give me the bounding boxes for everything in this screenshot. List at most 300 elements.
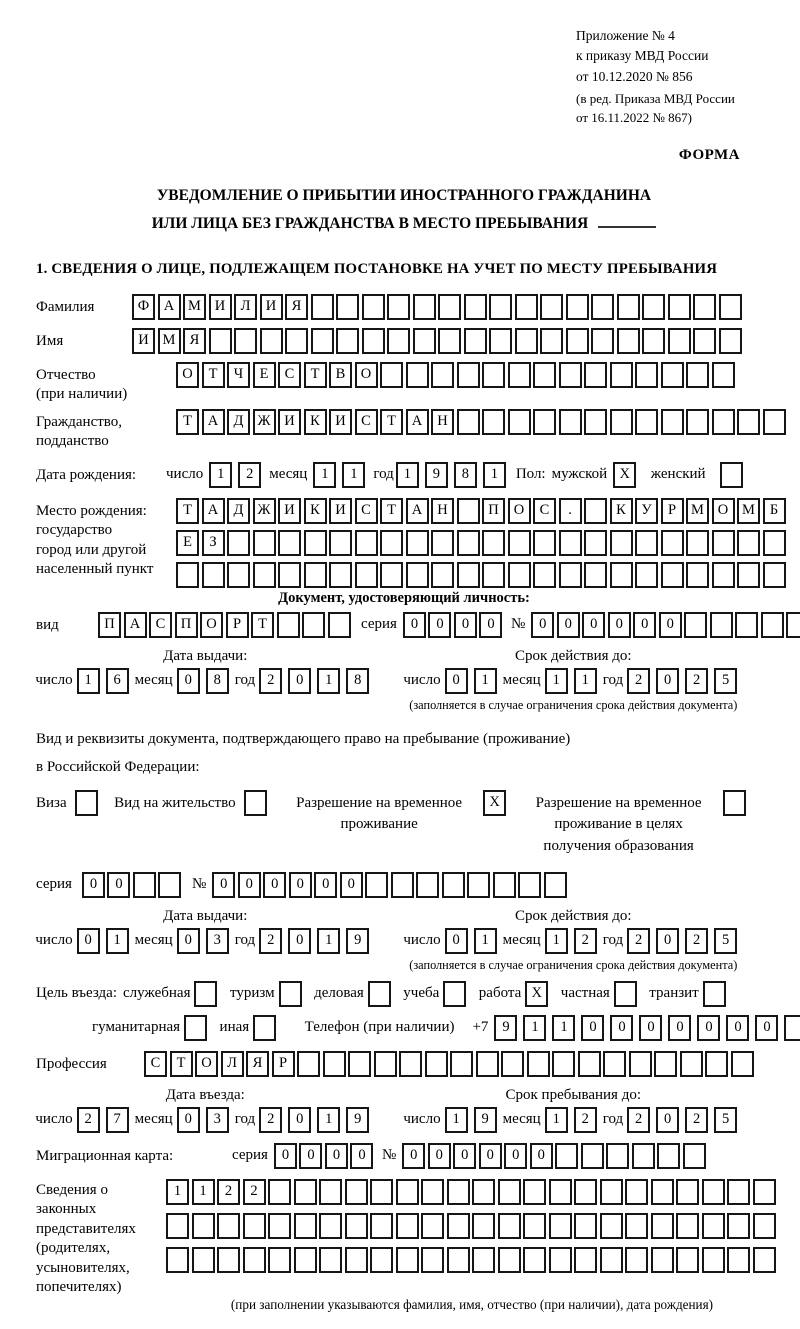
char-cell[interactable] xyxy=(702,1247,725,1273)
char-cell[interactable] xyxy=(472,1213,495,1239)
char-cell[interactable]: К xyxy=(304,498,327,524)
char-cell[interactable] xyxy=(629,1051,652,1077)
char-cell[interactable]: 2 xyxy=(574,928,597,954)
char-cell[interactable] xyxy=(243,1213,266,1239)
char-cell[interactable]: 0 xyxy=(402,1143,425,1169)
char-cell[interactable] xyxy=(311,328,334,354)
char-cell[interactable] xyxy=(202,562,225,588)
char-cell[interactable]: А xyxy=(406,498,429,524)
char-cell[interactable] xyxy=(584,562,607,588)
char-cell[interactable] xyxy=(391,872,414,898)
char-cell[interactable]: 1 xyxy=(166,1179,189,1205)
char-cell[interactable] xyxy=(661,409,684,435)
char-cell[interactable] xyxy=(606,1143,629,1169)
char-cell[interactable]: 6 xyxy=(106,668,129,694)
char-cell[interactable] xyxy=(244,790,267,816)
char-cell[interactable] xyxy=(362,294,385,320)
char-cell[interactable] xyxy=(323,1051,346,1077)
char-cell[interactable] xyxy=(413,328,436,354)
char-cell[interactable]: 9 xyxy=(346,1107,369,1133)
char-cell[interactable]: Н xyxy=(431,498,454,524)
char-cell[interactable]: 5 xyxy=(714,1107,737,1133)
char-cell[interactable]: О xyxy=(712,498,735,524)
char-cell[interactable] xyxy=(518,872,541,898)
char-cell[interactable] xyxy=(705,1051,728,1077)
char-cell[interactable]: 8 xyxy=(206,668,229,694)
char-cell[interactable] xyxy=(176,562,199,588)
char-cell[interactable] xyxy=(319,1213,342,1239)
char-cell[interactable] xyxy=(133,872,156,898)
char-cell[interactable]: Я xyxy=(285,294,308,320)
char-cell[interactable] xyxy=(523,1179,546,1205)
char-cell[interactable] xyxy=(635,562,658,588)
char-cell[interactable] xyxy=(737,562,760,588)
char-cell[interactable]: 0 xyxy=(608,612,631,638)
char-cell[interactable] xyxy=(617,328,640,354)
char-cell[interactable] xyxy=(278,530,301,556)
char-cell[interactable]: 0 xyxy=(453,1143,476,1169)
char-cell[interactable] xyxy=(614,981,637,1007)
char-cell[interactable] xyxy=(476,1051,499,1077)
char-cell[interactable] xyxy=(268,1247,291,1273)
char-cell[interactable] xyxy=(227,562,250,588)
char-cell[interactable] xyxy=(294,1179,317,1205)
char-cell[interactable] xyxy=(243,1247,266,1273)
char-cell[interactable] xyxy=(304,562,327,588)
char-cell[interactable]: 5 xyxy=(714,928,737,954)
char-cell[interactable] xyxy=(693,294,716,320)
char-cell[interactable] xyxy=(406,362,429,388)
char-cell[interactable] xyxy=(268,1213,291,1239)
char-cell[interactable] xyxy=(457,498,480,524)
char-cell[interactable]: С xyxy=(278,362,301,388)
char-cell[interactable] xyxy=(661,562,684,588)
char-cell[interactable]: С xyxy=(144,1051,167,1077)
char-cell[interactable]: И xyxy=(278,498,301,524)
char-cell[interactable] xyxy=(731,1051,754,1077)
char-cell[interactable] xyxy=(642,328,665,354)
char-cell[interactable]: 1 xyxy=(106,928,129,954)
char-cell[interactable] xyxy=(319,1179,342,1205)
char-cell[interactable] xyxy=(362,328,385,354)
char-cell[interactable] xyxy=(431,562,454,588)
char-cell[interactable]: Н xyxy=(431,409,454,435)
char-cell[interactable] xyxy=(302,612,325,638)
char-cell[interactable] xyxy=(591,328,614,354)
char-cell[interactable] xyxy=(549,1179,572,1205)
char-cell[interactable]: X xyxy=(483,790,506,816)
char-cell[interactable]: 2 xyxy=(627,1107,650,1133)
char-cell[interactable] xyxy=(584,530,607,556)
char-cell[interactable]: 0 xyxy=(755,1015,778,1041)
char-cell[interactable] xyxy=(710,612,733,638)
char-cell[interactable]: 0 xyxy=(656,668,679,694)
char-cell[interactable] xyxy=(425,1051,448,1077)
char-cell[interactable] xyxy=(600,1179,623,1205)
char-cell[interactable]: 0 xyxy=(325,1143,348,1169)
char-cell[interactable] xyxy=(447,1179,470,1205)
char-cell[interactable]: Т xyxy=(380,409,403,435)
char-cell[interactable] xyxy=(472,1247,495,1273)
char-cell[interactable] xyxy=(603,1051,626,1077)
char-cell[interactable]: К xyxy=(610,498,633,524)
char-cell[interactable]: 7 xyxy=(106,1107,129,1133)
char-cell[interactable]: 0 xyxy=(445,668,468,694)
char-cell[interactable] xyxy=(489,294,512,320)
char-cell[interactable] xyxy=(493,872,516,898)
char-cell[interactable] xyxy=(559,362,582,388)
char-cell[interactable] xyxy=(533,562,556,588)
char-cell[interactable]: Е xyxy=(176,530,199,556)
char-cell[interactable]: 1 xyxy=(342,462,365,488)
char-cell[interactable]: О xyxy=(355,362,378,388)
char-cell[interactable] xyxy=(184,1015,207,1041)
char-cell[interactable] xyxy=(442,872,465,898)
char-cell[interactable] xyxy=(345,1179,368,1205)
char-cell[interactable] xyxy=(600,1247,623,1273)
char-cell[interactable] xyxy=(712,530,735,556)
char-cell[interactable] xyxy=(253,530,276,556)
char-cell[interactable] xyxy=(680,1051,703,1077)
char-cell[interactable]: О xyxy=(176,362,199,388)
char-cell[interactable]: 5 xyxy=(714,668,737,694)
char-cell[interactable] xyxy=(421,1247,444,1273)
char-cell[interactable] xyxy=(304,530,327,556)
char-cell[interactable] xyxy=(319,1247,342,1273)
char-cell[interactable] xyxy=(498,1179,521,1205)
char-cell[interactable]: 0 xyxy=(350,1143,373,1169)
char-cell[interactable]: 0 xyxy=(274,1143,297,1169)
char-cell[interactable] xyxy=(676,1179,699,1205)
char-cell[interactable]: 0 xyxy=(288,1107,311,1133)
char-cell[interactable] xyxy=(192,1213,215,1239)
char-cell[interactable]: А xyxy=(158,294,181,320)
char-cell[interactable]: 3 xyxy=(206,1107,229,1133)
char-cell[interactable] xyxy=(574,1213,597,1239)
char-cell[interactable] xyxy=(166,1213,189,1239)
char-cell[interactable] xyxy=(329,530,352,556)
char-cell[interactable] xyxy=(75,790,98,816)
char-cell[interactable] xyxy=(253,1015,276,1041)
char-cell[interactable]: 9 xyxy=(346,928,369,954)
char-cell[interactable] xyxy=(508,530,531,556)
char-cell[interactable] xyxy=(540,294,563,320)
char-cell[interactable] xyxy=(328,612,351,638)
char-cell[interactable]: 0 xyxy=(177,928,200,954)
char-cell[interactable] xyxy=(753,1213,776,1239)
char-cell[interactable] xyxy=(279,981,302,1007)
char-cell[interactable] xyxy=(574,1179,597,1205)
char-cell[interactable] xyxy=(753,1247,776,1273)
char-cell[interactable] xyxy=(657,1143,680,1169)
char-cell[interactable]: 0 xyxy=(479,1143,502,1169)
char-cell[interactable]: 0 xyxy=(403,612,426,638)
char-cell[interactable] xyxy=(443,981,466,1007)
char-cell[interactable] xyxy=(294,1247,317,1273)
char-cell[interactable] xyxy=(712,362,735,388)
char-cell[interactable]: 0 xyxy=(288,668,311,694)
char-cell[interactable] xyxy=(406,562,429,588)
char-cell[interactable] xyxy=(431,530,454,556)
char-cell[interactable] xyxy=(194,981,217,1007)
char-cell[interactable]: 0 xyxy=(107,872,130,898)
char-cell[interactable]: 2 xyxy=(685,1107,708,1133)
char-cell[interactable] xyxy=(632,1143,655,1169)
char-cell[interactable]: И xyxy=(209,294,232,320)
char-cell[interactable]: 1 xyxy=(474,668,497,694)
char-cell[interactable] xyxy=(761,612,784,638)
char-cell[interactable] xyxy=(610,362,633,388)
char-cell[interactable]: П xyxy=(175,612,198,638)
char-cell[interactable]: X xyxy=(525,981,548,1007)
char-cell[interactable] xyxy=(702,1179,725,1205)
char-cell[interactable] xyxy=(297,1051,320,1077)
char-cell[interactable]: 0 xyxy=(238,872,261,898)
char-cell[interactable] xyxy=(610,409,633,435)
char-cell[interactable]: Т xyxy=(176,409,199,435)
char-cell[interactable]: 0 xyxy=(177,1107,200,1133)
char-cell[interactable] xyxy=(702,1213,725,1239)
char-cell[interactable] xyxy=(447,1213,470,1239)
char-cell[interactable] xyxy=(533,409,556,435)
char-cell[interactable]: Я xyxy=(246,1051,269,1077)
char-cell[interactable] xyxy=(482,362,505,388)
char-cell[interactable] xyxy=(217,1247,240,1273)
char-cell[interactable] xyxy=(260,328,283,354)
char-cell[interactable] xyxy=(345,1247,368,1273)
char-cell[interactable] xyxy=(617,294,640,320)
char-cell[interactable]: 8 xyxy=(454,462,477,488)
char-cell[interactable]: 0 xyxy=(659,612,682,638)
char-cell[interactable] xyxy=(727,1179,750,1205)
char-cell[interactable] xyxy=(635,409,658,435)
char-cell[interactable]: С xyxy=(149,612,172,638)
char-cell[interactable] xyxy=(591,294,614,320)
char-cell[interactable] xyxy=(277,612,300,638)
char-cell[interactable] xyxy=(753,1179,776,1205)
char-cell[interactable]: Д xyxy=(227,498,250,524)
char-cell[interactable]: 2 xyxy=(685,668,708,694)
char-cell[interactable] xyxy=(549,1247,572,1273)
char-cell[interactable]: 0 xyxy=(610,1015,633,1041)
char-cell[interactable]: 2 xyxy=(259,928,282,954)
char-cell[interactable]: 0 xyxy=(479,612,502,638)
char-cell[interactable] xyxy=(336,294,359,320)
char-cell[interactable] xyxy=(387,328,410,354)
char-cell[interactable] xyxy=(253,562,276,588)
char-cell[interactable] xyxy=(457,409,480,435)
char-cell[interactable] xyxy=(457,562,480,588)
char-cell[interactable]: П xyxy=(98,612,121,638)
char-cell[interactable] xyxy=(380,530,403,556)
char-cell[interactable] xyxy=(661,362,684,388)
char-cell[interactable]: 0 xyxy=(289,872,312,898)
char-cell[interactable] xyxy=(482,562,505,588)
char-cell[interactable] xyxy=(712,562,735,588)
char-cell[interactable]: Т xyxy=(176,498,199,524)
char-cell[interactable] xyxy=(508,409,531,435)
char-cell[interactable]: М xyxy=(686,498,709,524)
char-cell[interactable] xyxy=(668,328,691,354)
char-cell[interactable]: 0 xyxy=(428,1143,451,1169)
char-cell[interactable]: М xyxy=(158,328,181,354)
char-cell[interactable] xyxy=(416,872,439,898)
char-cell[interactable] xyxy=(489,328,512,354)
char-cell[interactable]: 2 xyxy=(217,1179,240,1205)
char-cell[interactable]: С xyxy=(355,498,378,524)
char-cell[interactable] xyxy=(737,409,760,435)
char-cell[interactable] xyxy=(763,409,786,435)
char-cell[interactable]: 1 xyxy=(574,668,597,694)
char-cell[interactable]: А xyxy=(202,498,225,524)
char-cell[interactable]: 1 xyxy=(192,1179,215,1205)
char-cell[interactable] xyxy=(472,1179,495,1205)
char-cell[interactable]: 0 xyxy=(314,872,337,898)
char-cell[interactable]: И xyxy=(132,328,155,354)
char-cell[interactable] xyxy=(727,1247,750,1273)
char-cell[interactable] xyxy=(559,562,582,588)
char-cell[interactable] xyxy=(370,1179,393,1205)
char-cell[interactable]: Я xyxy=(183,328,206,354)
char-cell[interactable] xyxy=(555,1143,578,1169)
char-cell[interactable] xyxy=(552,1051,575,1077)
char-cell[interactable] xyxy=(457,362,480,388)
char-cell[interactable]: Ф xyxy=(132,294,155,320)
char-cell[interactable] xyxy=(192,1247,215,1273)
char-cell[interactable]: З xyxy=(202,530,225,556)
char-cell[interactable] xyxy=(625,1247,648,1273)
char-cell[interactable]: У xyxy=(635,498,658,524)
char-cell[interactable]: 2 xyxy=(574,1107,597,1133)
char-cell[interactable] xyxy=(578,1051,601,1077)
char-cell[interactable]: 1 xyxy=(317,928,340,954)
char-cell[interactable] xyxy=(651,1213,674,1239)
char-cell[interactable] xyxy=(523,1247,546,1273)
char-cell[interactable] xyxy=(285,328,308,354)
char-cell[interactable] xyxy=(559,409,582,435)
char-cell[interactable] xyxy=(365,872,388,898)
char-cell[interactable]: Л xyxy=(221,1051,244,1077)
char-cell[interactable] xyxy=(549,1213,572,1239)
char-cell[interactable] xyxy=(399,1051,422,1077)
char-cell[interactable] xyxy=(566,328,589,354)
char-cell[interactable] xyxy=(482,409,505,435)
char-cell[interactable] xyxy=(234,328,257,354)
char-cell[interactable] xyxy=(227,530,250,556)
char-cell[interactable]: 0 xyxy=(582,612,605,638)
char-cell[interactable]: 2 xyxy=(627,668,650,694)
char-cell[interactable]: 0 xyxy=(504,1143,527,1169)
char-cell[interactable] xyxy=(457,530,480,556)
char-cell[interactable] xyxy=(368,981,391,1007)
char-cell[interactable]: С xyxy=(533,498,556,524)
char-cell[interactable] xyxy=(464,294,487,320)
char-cell[interactable] xyxy=(540,328,563,354)
char-cell[interactable]: Т xyxy=(251,612,274,638)
char-cell[interactable]: Л xyxy=(234,294,257,320)
char-cell[interactable]: 9 xyxy=(425,462,448,488)
char-cell[interactable]: 2 xyxy=(243,1179,266,1205)
char-cell[interactable] xyxy=(396,1179,419,1205)
char-cell[interactable]: А xyxy=(202,409,225,435)
char-cell[interactable]: 1 xyxy=(317,1107,340,1133)
char-cell[interactable] xyxy=(735,612,758,638)
char-cell[interactable]: Р xyxy=(661,498,684,524)
char-cell[interactable] xyxy=(584,362,607,388)
char-cell[interactable] xyxy=(584,409,607,435)
char-cell[interactable]: В xyxy=(329,362,352,388)
char-cell[interactable] xyxy=(683,1143,706,1169)
char-cell[interactable]: 0 xyxy=(557,612,580,638)
char-cell[interactable]: С xyxy=(355,409,378,435)
char-cell[interactable]: 9 xyxy=(474,1107,497,1133)
char-cell[interactable] xyxy=(686,530,709,556)
char-cell[interactable] xyxy=(703,981,726,1007)
char-cell[interactable]: К xyxy=(304,409,327,435)
char-cell[interactable] xyxy=(719,294,742,320)
char-cell[interactable]: И xyxy=(260,294,283,320)
char-cell[interactable] xyxy=(508,362,531,388)
char-cell[interactable] xyxy=(345,1213,368,1239)
char-cell[interactable]: 3 xyxy=(206,928,229,954)
char-cell[interactable] xyxy=(661,530,684,556)
char-cell[interactable] xyxy=(396,1247,419,1273)
char-cell[interactable] xyxy=(523,1213,546,1239)
char-cell[interactable] xyxy=(329,562,352,588)
char-cell[interactable] xyxy=(544,872,567,898)
char-cell[interactable]: 0 xyxy=(288,928,311,954)
char-cell[interactable]: 2 xyxy=(259,1107,282,1133)
char-cell[interactable] xyxy=(533,362,556,388)
char-cell[interactable] xyxy=(387,294,410,320)
char-cell[interactable]: 1 xyxy=(523,1015,546,1041)
char-cell[interactable]: А xyxy=(406,409,429,435)
char-cell[interactable]: 1 xyxy=(396,462,419,488)
char-cell[interactable] xyxy=(559,530,582,556)
char-cell[interactable] xyxy=(336,328,359,354)
char-cell[interactable] xyxy=(566,294,589,320)
char-cell[interactable] xyxy=(374,1051,397,1077)
char-cell[interactable] xyxy=(654,1051,677,1077)
char-cell[interactable] xyxy=(396,1213,419,1239)
char-cell[interactable]: Т xyxy=(170,1051,193,1077)
char-cell[interactable] xyxy=(581,1143,604,1169)
char-cell[interactable] xyxy=(600,1213,623,1239)
char-cell[interactable] xyxy=(464,328,487,354)
char-cell[interactable] xyxy=(348,1051,371,1077)
char-cell[interactable] xyxy=(737,530,760,556)
char-cell[interactable] xyxy=(720,462,743,488)
char-cell[interactable]: Е xyxy=(253,362,276,388)
char-cell[interactable] xyxy=(498,1213,521,1239)
char-cell[interactable]: Ж xyxy=(253,409,276,435)
char-cell[interactable]: 0 xyxy=(633,612,656,638)
char-cell[interactable]: 2 xyxy=(77,1107,100,1133)
char-cell[interactable]: 1 xyxy=(552,1015,575,1041)
char-cell[interactable]: Ч xyxy=(227,362,250,388)
char-cell[interactable]: 1 xyxy=(317,668,340,694)
char-cell[interactable]: Р xyxy=(226,612,249,638)
char-cell[interactable] xyxy=(413,294,436,320)
char-cell[interactable]: 0 xyxy=(299,1143,322,1169)
char-cell[interactable]: Б xyxy=(763,498,786,524)
char-cell[interactable] xyxy=(438,328,461,354)
char-cell[interactable] xyxy=(421,1213,444,1239)
char-cell[interactable] xyxy=(668,294,691,320)
char-cell[interactable]: И xyxy=(329,409,352,435)
char-cell[interactable] xyxy=(158,872,181,898)
char-cell[interactable] xyxy=(625,1179,648,1205)
